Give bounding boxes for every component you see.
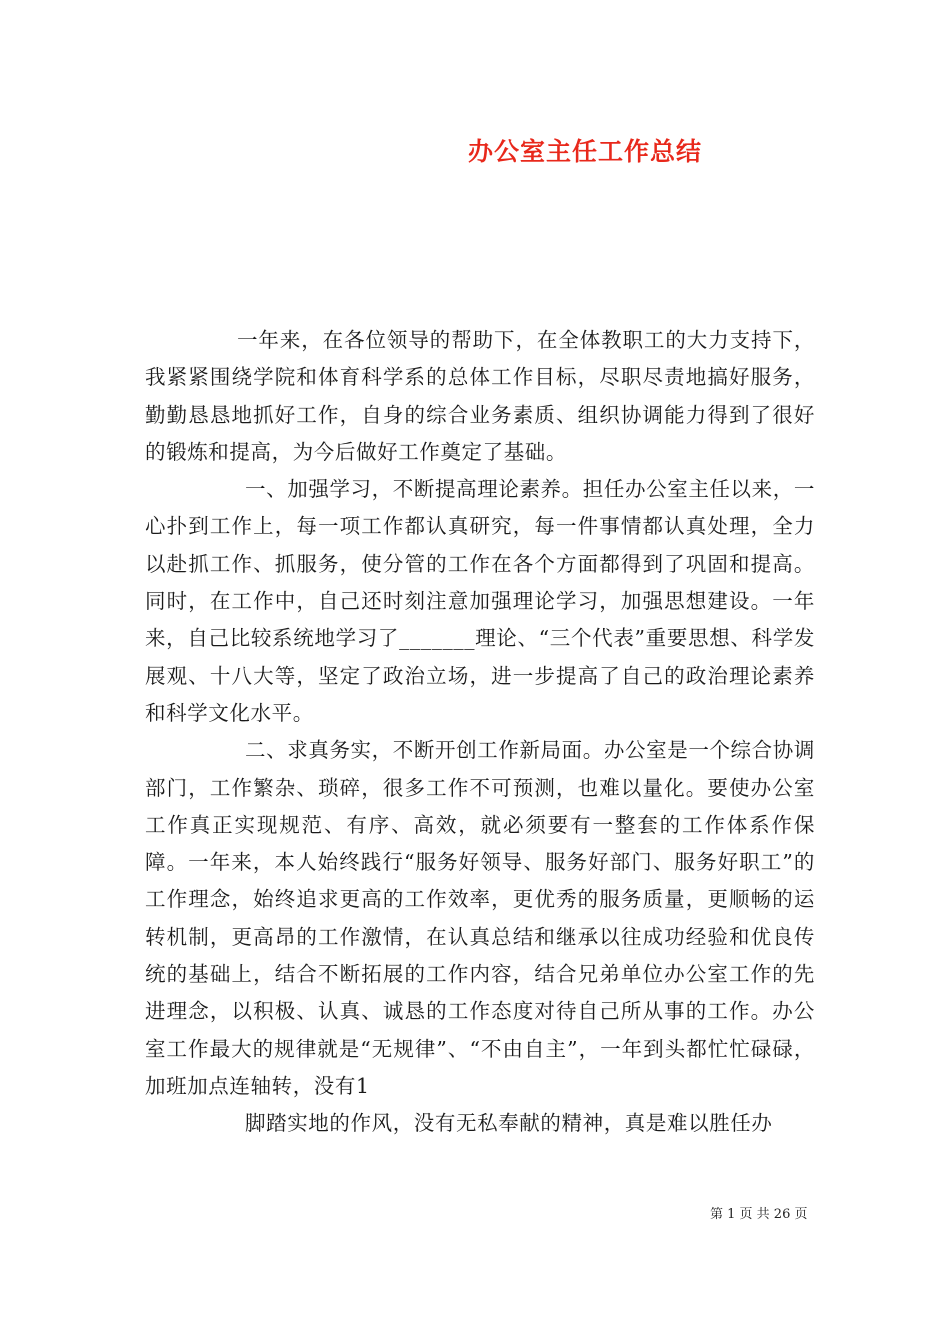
document-body — [145, 322, 815, 1143]
page-number-footer: 第 1 页 共 26 页 — [710, 1207, 808, 1222]
paragraph-section-two: 二、求真务实，不断开创工作新局面。办公室是一个综合协调部门，工作繁杂、琐碎，很多工作不可预测，也难以量化。要使办公室工作真正实现规范、有序、高效，就必须要有一整套的工作体系作保障。一年来，本人始终践行“服务好领导、服务好部门、服务好职工”的工作理念，始终追求更高的工作效率，更优秀的服务质量，更顺畅的运转机制，更高昂的工作激情，在认真总结和继承以往成功经验和优良传统的基础上，结合不断拓展的工作内容，结合兄弟单位办公室工作的先进理念，以积极、认真、诚恳的工作态度对待自己所从事的工作。办公室工作最大的规律就是“无规律”、“不由自主”，一年到头都忙忙碌碌，加班加点连轴转，没有1 — [145, 738, 815, 1098]
paragraph-continuation: 脚踏实地的作风，没有无私奉献的精神，真是难以胜任办 — [245, 1111, 773, 1136]
paragraph-intro: 一年来，在各位领导的帮助下，在全体教职工的大力支持下，我紧紧围绕学院和体育科学系的总体工作目标，尽职尽责地搞好服务，勤勤恳恳地抓好工作，自身的综合业务素质、组织协调能力得到了很好的锻炼和提高，为今后做好工作奠定了基础。 — [145, 328, 815, 464]
paragraph-section-one: 一、加强学习，不断提高理论素养。担任办公室主任以来，一心扑到工作上，每一项工作都认真研究，每一件事情都认真处理，全力以赴抓工作、抓服务，使分管的工作在各个方面都得到了巩固和提高。同时，在工作中，自己还时刻注意加强理论学习，加强思想建设。一年来，自己比较系统地学习了_______理论、“三个代表”重要思想、科学发展观、十八大等，坚定了政治立场，进一步提高了自己的政治理论素养和科学文化水平。 — [145, 477, 815, 725]
document-title: 办公室主任工作总结 — [467, 137, 702, 166]
